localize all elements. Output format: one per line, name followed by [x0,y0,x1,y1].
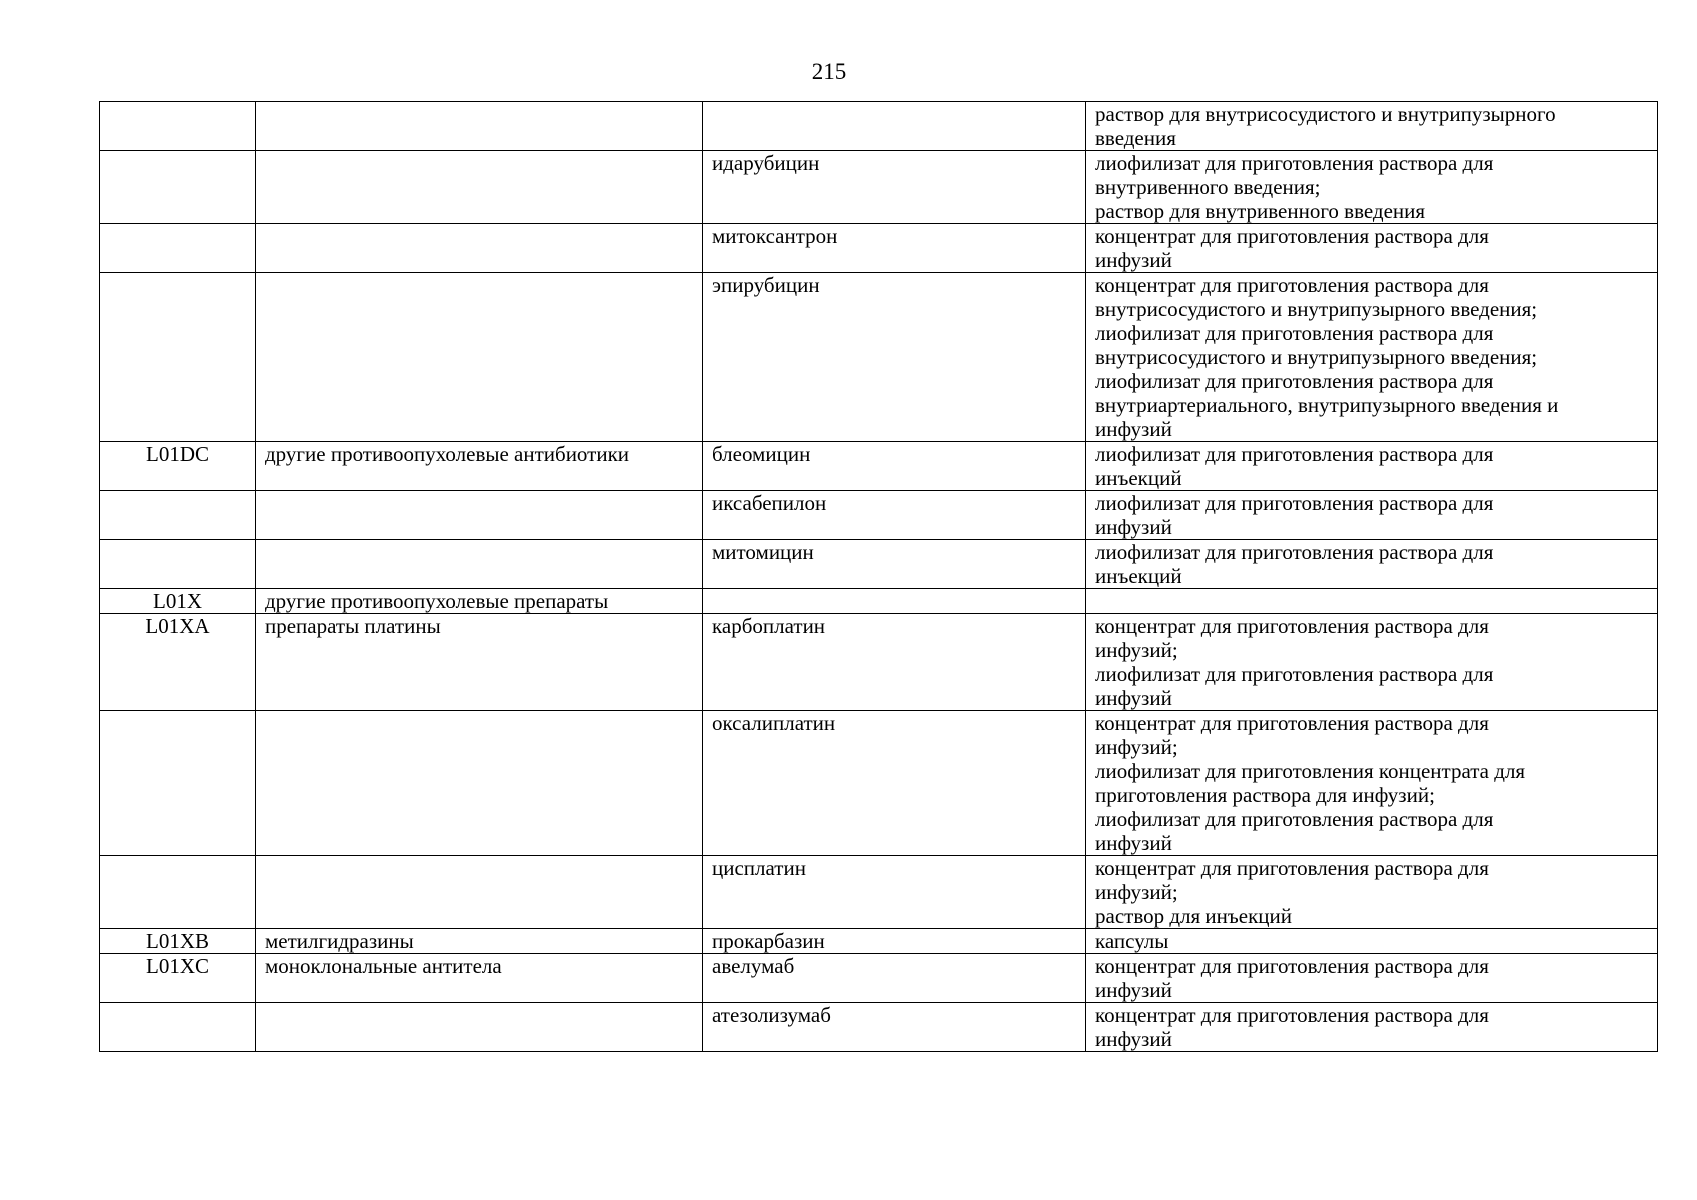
drug-name-cell: идарубицин [703,151,1086,224]
atc-code-cell: L01XC [100,954,256,1003]
drug-name-cell: оксалиплатин [703,711,1086,856]
dosage-form-cell: концентрат для приготовления раствора для инфузий [1086,954,1658,1003]
atc-code-cell: L01X [100,589,256,614]
atc-code-cell [100,711,256,856]
dosage-form-cell: концентрат для приготовления раствора для инфузий; раствор для инъекций [1086,856,1658,929]
group-cell [256,711,703,856]
dosage-form-cell: концентрат для приготовления раствора для инфузий; лиофилизат для приготовления раствора для инфузий [1086,614,1658,711]
dosage-form-cell: концентрат для приготовления раствора для инфузий [1086,224,1658,273]
atc-code-cell [100,151,256,224]
drug-name-cell: блеомицин [703,442,1086,491]
group-cell [256,102,703,151]
dosage-form-cell: концентрат для приготовления раствора для инфузий; лиофилизат для приготовления концентрата для приготовления раствора для инфузий; лиофилизат для приготовления раствора для инфузий [1086,711,1658,856]
atc-code-cell [100,224,256,273]
group-cell: препараты платины [256,614,703,711]
group-cell: другие противоопухолевые препараты [256,589,703,614]
table-row [100,102,1658,151]
group-cell [256,540,703,589]
drug-name-cell: иксабепилон [703,491,1086,540]
table-row [100,856,1658,929]
atc-code-cell [100,273,256,442]
atc-code-cell [100,1003,256,1052]
dosage-form-cell: лиофилизат для приготовления раствора для инъекций [1086,540,1658,589]
atc-code-cell: L01XA [100,614,256,711]
table-row [100,929,1658,954]
table-row [100,1003,1658,1052]
group-cell [256,856,703,929]
table-row [100,711,1658,856]
drug-name-cell [703,102,1086,151]
dosage-form-cell: лиофилизат для приготовления раствора для инъекций [1086,442,1658,491]
table-row [100,224,1658,273]
group-cell: другие противоопухолевые антибиотики [256,442,703,491]
dosage-form-cell: раствор для внутрисосудистого и внутрипузырного введения [1086,102,1658,151]
table-row [100,540,1658,589]
atc-code-cell [100,491,256,540]
drug-name-cell: карбоплатин [703,614,1086,711]
atc-code-cell [100,540,256,589]
group-cell [256,491,703,540]
table-row [100,954,1658,1003]
table-row [100,273,1658,442]
drug-name-cell: цисплатин [703,856,1086,929]
table-row [100,589,1658,614]
atc-code-cell [100,102,256,151]
drug-name-cell: авелумаб [703,954,1086,1003]
table-row [100,614,1658,711]
drug-name-cell: митомицин [703,540,1086,589]
dosage-form-cell: капсулы [1086,929,1658,954]
drug-table [99,101,1658,1052]
group-cell: моноклональные антитела [256,954,703,1003]
drug-name-cell: эпирубицин [703,273,1086,442]
group-cell [256,151,703,224]
group-cell: метилгидразины [256,929,703,954]
group-cell [256,1003,703,1052]
table-row [100,442,1658,491]
dosage-form-cell: концентрат для приготовления раствора для внутрисосудистого и внутрипузырного введения; лиофилизат для приготовления раствора для внутрисосудистого и внутрипузырного введения; лиофилизат для приготовления раствора для внутриартериального, внутрипузырного введения и инфузий [1086,273,1658,442]
dosage-form-cell [1086,589,1658,614]
atc-code-cell [100,856,256,929]
table-row [100,151,1658,224]
drug-name-cell: атезолизумаб [703,1003,1086,1052]
drug-name-cell [703,589,1086,614]
page-number: 215 [811,59,847,84]
atc-code-cell: L01XB [100,929,256,954]
drug-name-cell: прокарбазин [703,929,1086,954]
atc-code-cell: L01DC [100,442,256,491]
drug-name-cell: митоксантрон [703,224,1086,273]
group-cell [256,224,703,273]
dosage-form-cell: концентрат для приготовления раствора для инфузий [1086,1003,1658,1052]
group-cell [256,273,703,442]
dosage-form-cell: лиофилизат для приготовления раствора для инфузий [1086,491,1658,540]
table-row [100,491,1658,540]
dosage-form-cell: лиофилизат для приготовления раствора для внутривенного введения; раствор для внутривенного введения [1086,151,1658,224]
